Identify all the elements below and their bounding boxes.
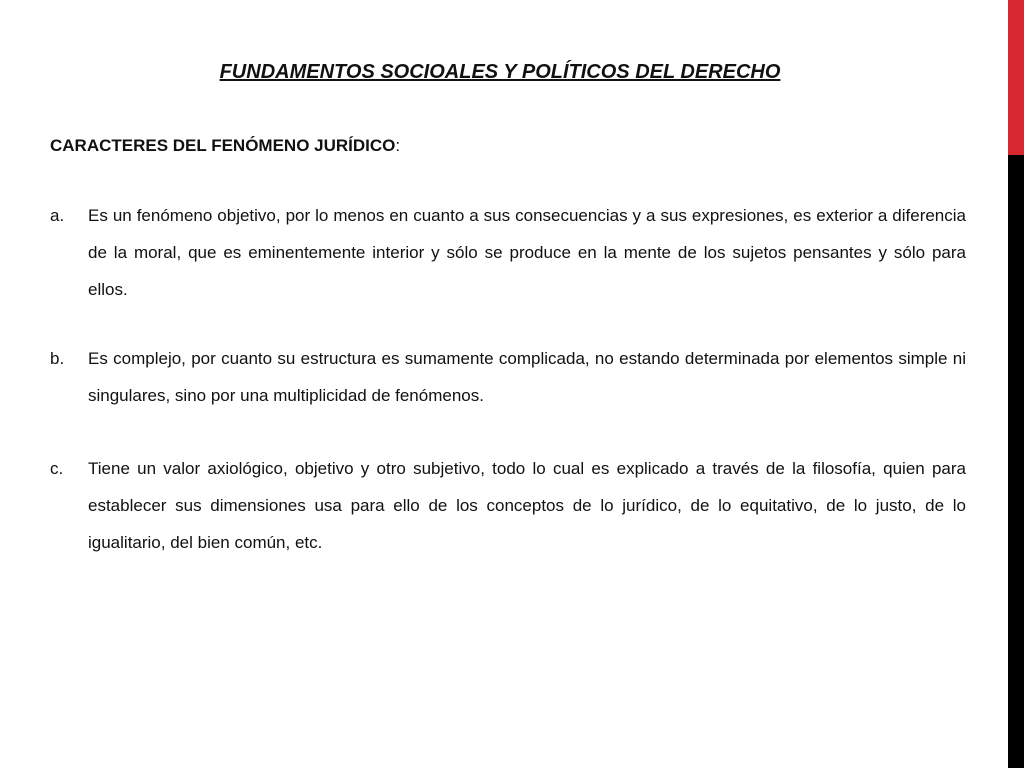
list-item-b [50, 340, 966, 414]
list-marker: a. [50, 206, 65, 225]
list-item-text: Tiene un valor axiológico, objetivo y otro subjetivo, todo lo cual es explicado a través de la filosofía, quien para establecer sus dimensiones usa para ello de los conceptos de lo jurídico, de lo equitativo, de lo justo, de lo igualitario, del bien común, etc. [88, 459, 966, 552]
list-item-a [50, 197, 966, 308]
list-marker: c. [50, 459, 64, 478]
side-bar-black [1008, 155, 1024, 768]
slide-title: FUNDAMENTOS SOCIOALES Y POLÍTICOS DEL DERECHO [219, 61, 781, 83]
list-item-text: Es complejo, por cuanto su estructura es sumamente complicada, no estando determinada por elementos simple ni singulares, sino por una multiplicidad de fenómenos. [88, 349, 966, 405]
list-item-text: Es un fenómeno objetivo, por lo menos en cuanto a sus consecuencias y a sus expresiones, es exterior a diferencia de la moral, que es eminentemente interior y sólo se produce en la mente de los sujetos pensantes y sólo para ellos. [88, 206, 966, 299]
list-marker: b. [50, 349, 65, 368]
section-heading-colon: : [395, 136, 401, 155]
section-heading-text: CARACTERES DEL FENÓMENO JURÍDICO [50, 136, 396, 155]
list-item-c [50, 450, 966, 561]
side-bar-red [1008, 0, 1024, 155]
section-heading [50, 134, 400, 158]
